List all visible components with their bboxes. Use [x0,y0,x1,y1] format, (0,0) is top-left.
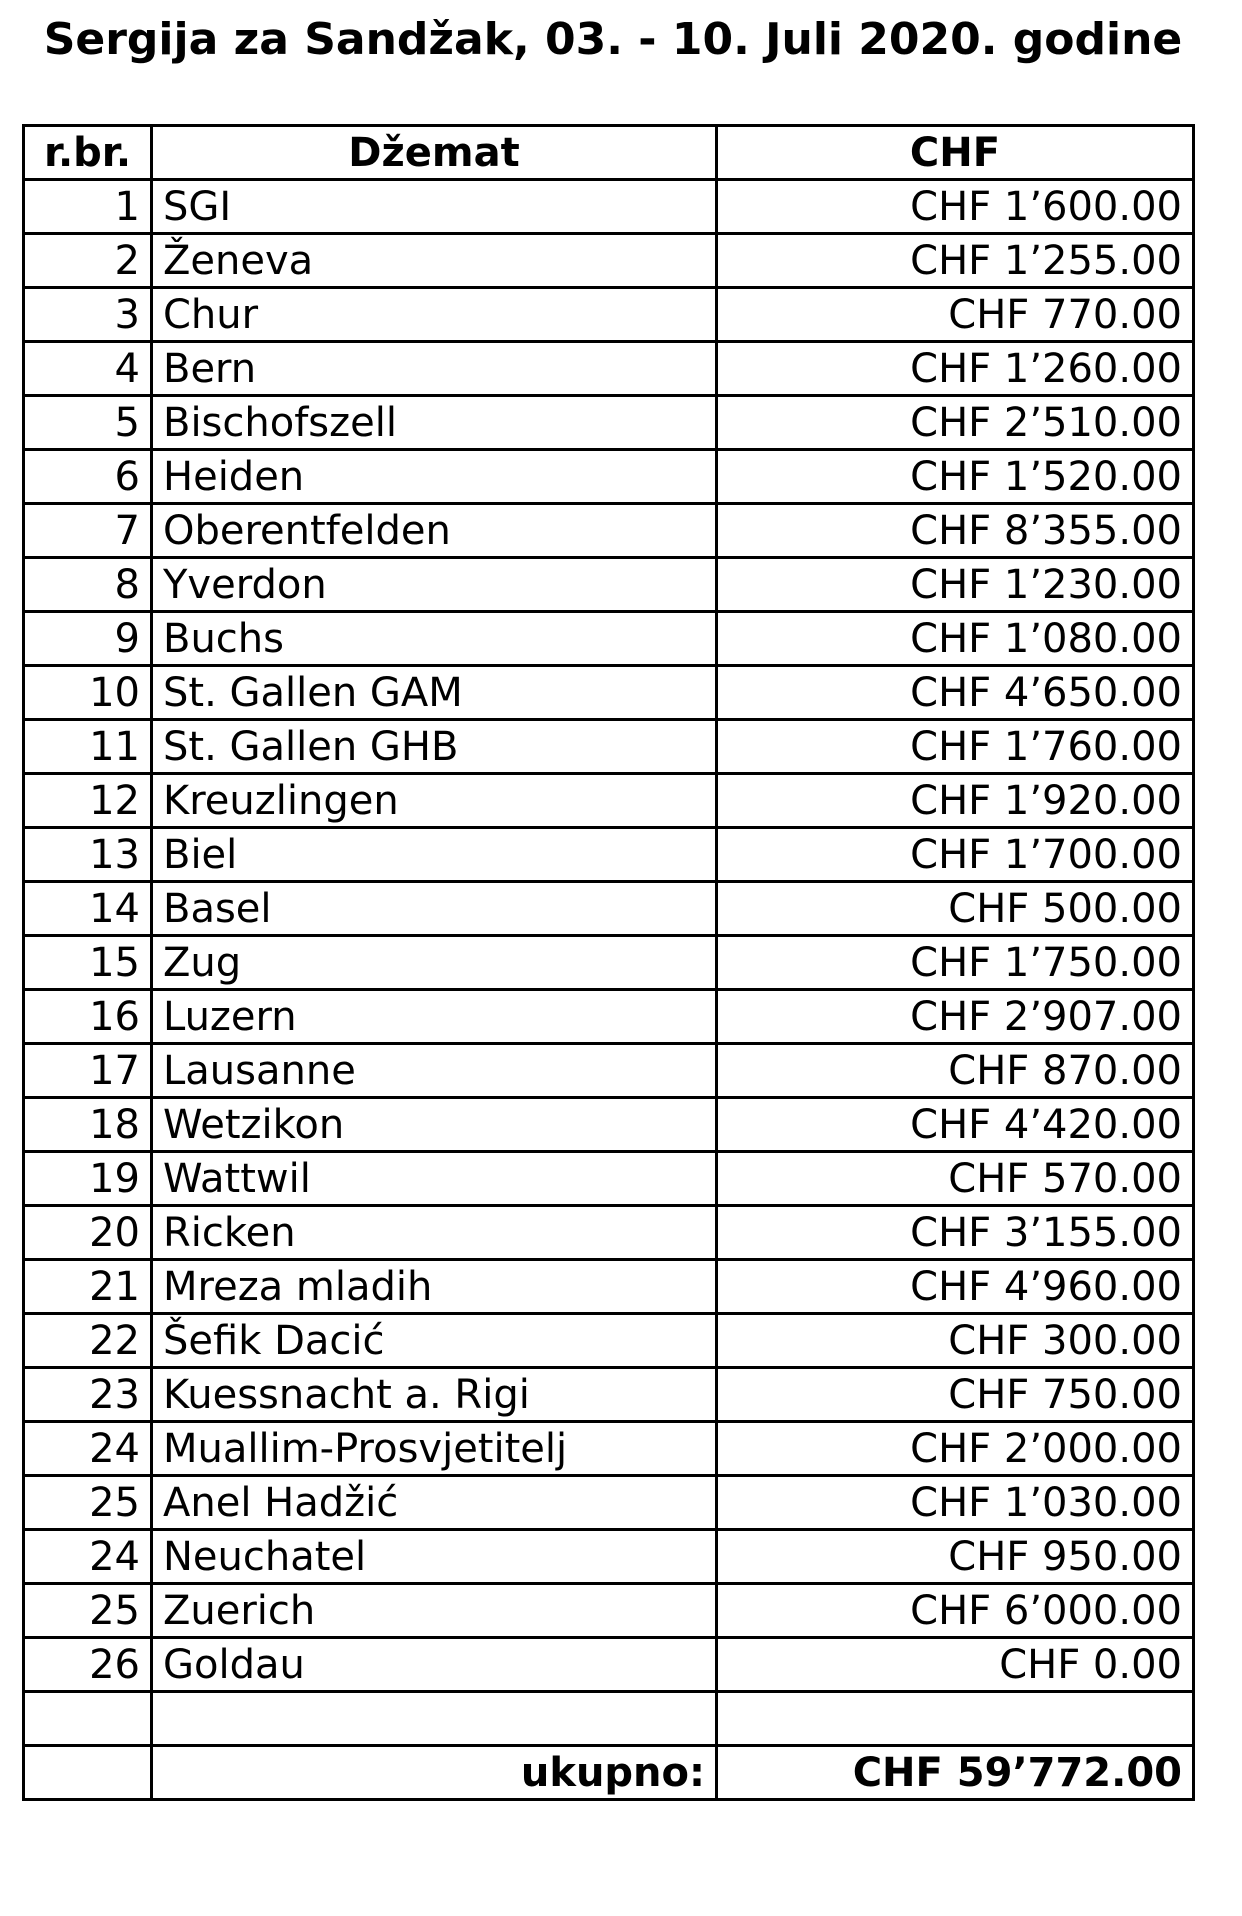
row-number: 14 [24,882,152,936]
table-row [24,666,1194,720]
row-number: 5 [24,396,152,450]
row-community: SGI [152,180,717,234]
empty-row [24,1692,1194,1746]
row-community: Buchs [152,612,717,666]
row-number: 11 [24,720,152,774]
row-amount: CHF 1’760.00 [717,720,1194,774]
table-row [24,882,1194,936]
row-community: Biel [152,828,717,882]
row-number: 26 [24,1638,152,1692]
table-row [24,1098,1194,1152]
row-number: 23 [24,1368,152,1422]
table-row [24,1314,1194,1368]
row-amount: CHF 3’155.00 [717,1206,1194,1260]
row-amount: CHF 2’000.00 [717,1422,1194,1476]
row-community: St. Gallen GHB [152,720,717,774]
table-row [24,774,1194,828]
document-title: Sergija za Sandžak, 03. - 10. Juli 2020. godine [43,14,1183,65]
row-community: Bischofszell [152,396,717,450]
table-row [24,504,1194,558]
row-number: 15 [24,936,152,990]
row-number: 21 [24,1260,152,1314]
row-number: 2 [24,234,152,288]
row-number: 6 [24,450,152,504]
empty-cell [717,1692,1194,1746]
table-row [24,450,1194,504]
row-number: 17 [24,1044,152,1098]
table-row [24,990,1194,1044]
header-amount: CHF [717,126,1194,180]
row-number: 25 [24,1584,152,1638]
row-amount: CHF 870.00 [717,1044,1194,1098]
row-amount: CHF 1’030.00 [717,1476,1194,1530]
total-label: ukupno: [152,1746,717,1800]
row-amount: CHF 1’520.00 [717,450,1194,504]
row-community: Heiden [152,450,717,504]
table-row [24,288,1194,342]
row-community: Oberentfelden [152,504,717,558]
header-community: Džemat [152,126,717,180]
row-amount: CHF 1’230.00 [717,558,1194,612]
row-amount: CHF 1’600.00 [717,180,1194,234]
row-number: 13 [24,828,152,882]
row-amount: CHF 1’750.00 [717,936,1194,990]
row-amount: CHF 300.00 [717,1314,1194,1368]
empty-cell [152,1692,717,1746]
table-row [24,1152,1194,1206]
row-community: Mreza mladih [152,1260,717,1314]
row-community: Yverdon [152,558,717,612]
table-row [24,612,1194,666]
row-number: 7 [24,504,152,558]
row-number: 4 [24,342,152,396]
row-number: 25 [24,1476,152,1530]
row-amount: CHF 2’510.00 [717,396,1194,450]
row-amount: CHF 1’700.00 [717,828,1194,882]
table-row [24,1044,1194,1098]
table-row [24,558,1194,612]
row-community: Neuchatel [152,1530,717,1584]
row-community: Anel Hadžić [152,1476,717,1530]
table-row [24,720,1194,774]
table-row [24,828,1194,882]
row-number: 24 [24,1422,152,1476]
total-empty-cell [24,1746,152,1800]
table-row [24,1260,1194,1314]
row-community: Basel [152,882,717,936]
row-community: St. Gallen GAM [152,666,717,720]
row-amount: CHF 750.00 [717,1368,1194,1422]
row-community: Zug [152,936,717,990]
row-amount: CHF 1’260.00 [717,342,1194,396]
row-amount: CHF 2’907.00 [717,990,1194,1044]
row-amount: CHF 4’960.00 [717,1260,1194,1314]
table-body [24,180,1194,1692]
donations-table [22,124,1195,1801]
row-number: 16 [24,990,152,1044]
row-number: 12 [24,774,152,828]
header-number: r.br. [24,126,152,180]
table-row [24,1422,1194,1476]
table-row [24,1206,1194,1260]
row-number: 9 [24,612,152,666]
table-header-row [24,126,1194,180]
row-number: 22 [24,1314,152,1368]
table-row [24,180,1194,234]
row-amount: CHF 6’000.00 [717,1584,1194,1638]
row-amount: CHF 1’920.00 [717,774,1194,828]
row-amount: CHF 950.00 [717,1530,1194,1584]
row-number: 1 [24,180,152,234]
empty-cell [24,1692,152,1746]
table-row [24,1638,1194,1692]
row-number: 3 [24,288,152,342]
row-community: Šefik Dacić [152,1314,717,1368]
row-community: Ženeva [152,234,717,288]
row-community: Ricken [152,1206,717,1260]
row-amount: CHF 1’255.00 [717,234,1194,288]
table-row [24,396,1194,450]
total-row [24,1746,1194,1800]
row-amount: CHF 1’080.00 [717,612,1194,666]
row-community: Wetzikon [152,1098,717,1152]
row-amount: CHF 4’650.00 [717,666,1194,720]
row-community: Goldau [152,1638,717,1692]
table-row [24,234,1194,288]
table-row [24,1584,1194,1638]
row-amount: CHF 770.00 [717,288,1194,342]
row-number: 18 [24,1098,152,1152]
row-community: Bern [152,342,717,396]
row-number: 10 [24,666,152,720]
row-community: Wattwil [152,1152,717,1206]
row-community: Lausanne [152,1044,717,1098]
row-amount: CHF 0.00 [717,1638,1194,1692]
row-number: 24 [24,1530,152,1584]
table-row [24,1476,1194,1530]
table-row [24,936,1194,990]
table-row [24,1368,1194,1422]
row-community: Muallim-Prosvjetitelj [152,1422,717,1476]
row-amount: CHF 570.00 [717,1152,1194,1206]
row-number: 19 [24,1152,152,1206]
table-row [24,1530,1194,1584]
row-amount: CHF 500.00 [717,882,1194,936]
row-amount: CHF 4’420.00 [717,1098,1194,1152]
row-community: Luzern [152,990,717,1044]
row-community: Zuerich [152,1584,717,1638]
total-amount: CHF 59’772.00 [717,1746,1194,1800]
row-number: 8 [24,558,152,612]
row-number: 20 [24,1206,152,1260]
row-community: Kreuzlingen [152,774,717,828]
table-row [24,342,1194,396]
row-community: Kuessnacht a. Rigi [152,1368,717,1422]
row-amount: CHF 8’355.00 [717,504,1194,558]
row-community: Chur [152,288,717,342]
